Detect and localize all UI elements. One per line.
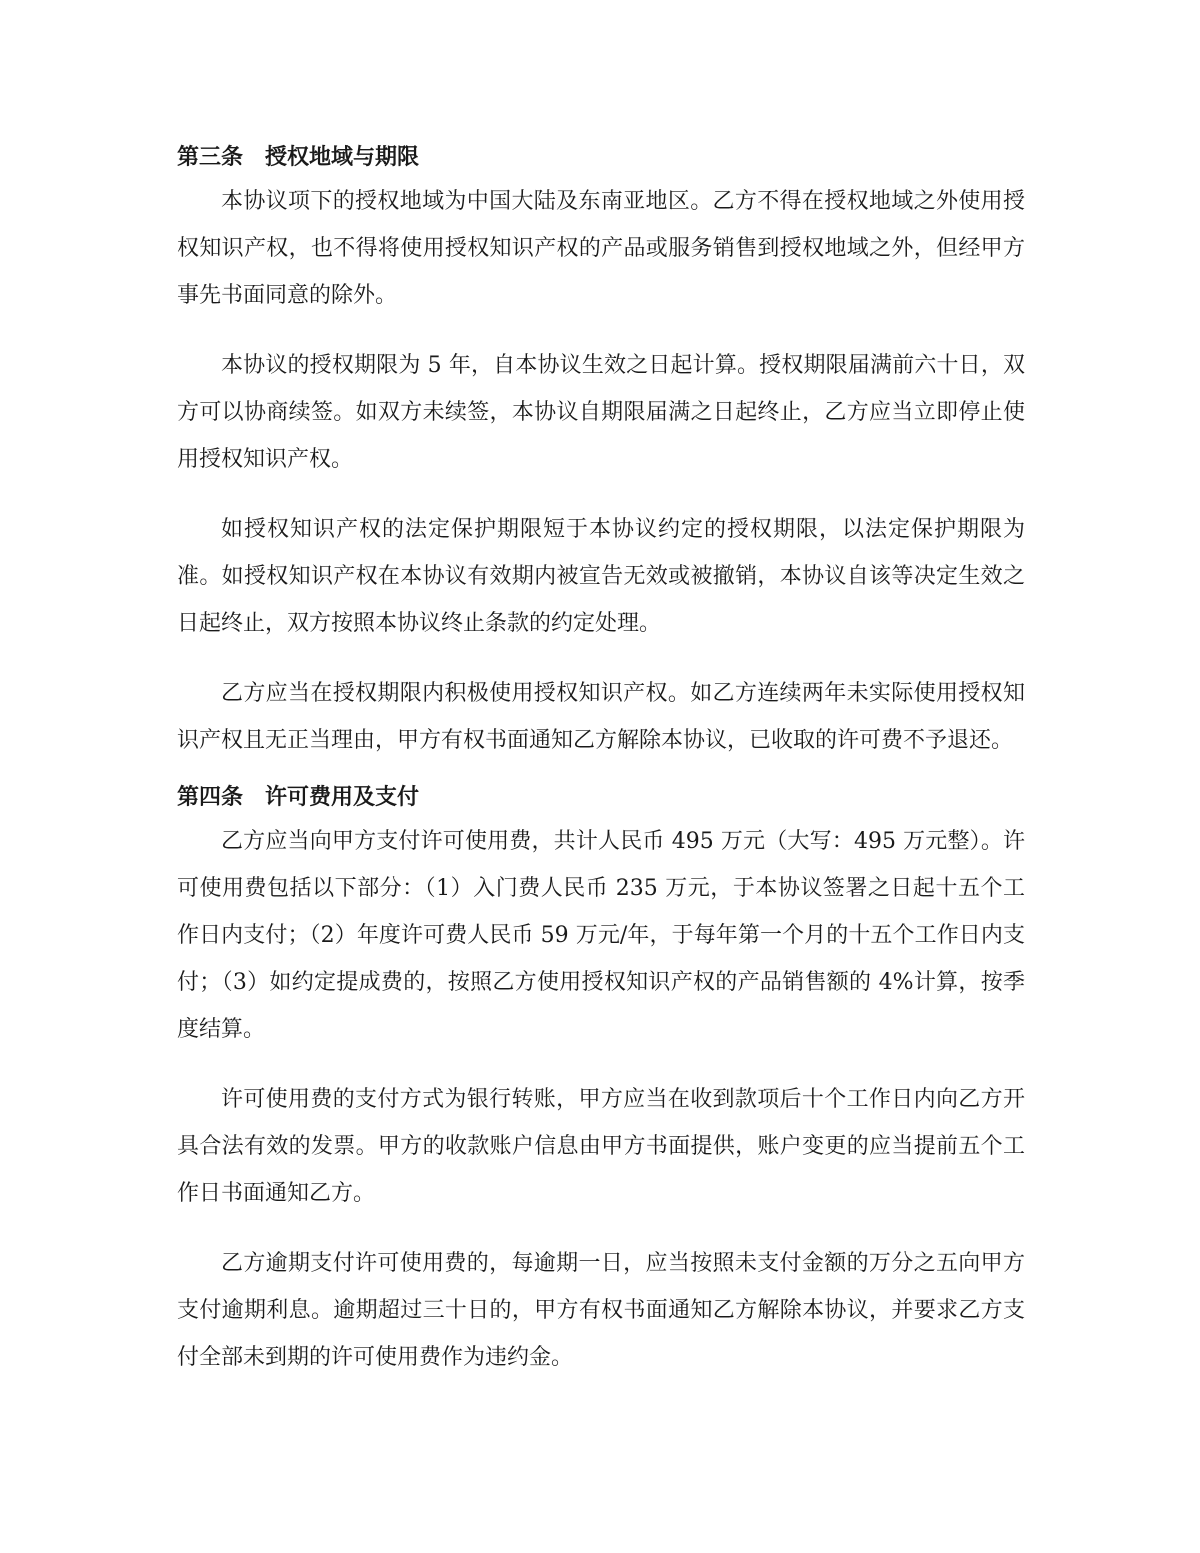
paragraph: 本协议项下的授权地域为中国大陆及东南亚地区。乙方不得在授权地域之外使用授权知识产权，也不得将使用授权知识产权的产品或服务销售到授权地域之外，但经甲方事先书面同意的除外。 <box>177 189 1025 308</box>
section-heading: 第四条 许可费用及支付 <box>177 785 420 810</box>
section-heading: 第三条 授权地域与期限 <box>177 145 420 170</box>
section-article-3 <box>177 138 1025 764</box>
paragraph: 如授权知识产权的法定保护期限短于本协议约定的授权期限，以法定保护期限为准。如授权知识产权在本协议有效期内被宣告无效或被撤销，本协议自该等决定生效之日起终止，双方按照本协议终止条款的约定处理。 <box>177 517 1025 636</box>
paragraph: 乙方应当向甲方支付许可使用费，共计人民币 495 万元（大写：495 万元整）。许可使用费包括以下部分：（1）入门费人民币 235 万元，于本协议签署之日起十五个工作日内支付；（2）年度许可费人民币 59 万元/年，于每年第一个月的十五个工作日内支付；（3）如约定提成费的，按照乙方使用授权知识产权的产品销售额的 4%计算，按季度结算。 <box>177 829 1025 1042</box>
paragraph: 本协议的授权期限为 5 年，自本协议生效之日起计算。授权期限届满前六十日，双方可以协商续签。如双方未续签，本协议自期限届满之日起终止，乙方应当立即停止使用授权知识产权。 <box>177 353 1025 472</box>
paragraph: 许可使用费的支付方式为银行转账，甲方应当在收到款项后十个工作日内向乙方开具合法有效的发票。甲方的收款账户信息由甲方书面提供，账户变更的应当提前五个工作日书面通知乙方。 <box>177 1087 1025 1206</box>
document-page <box>177 138 1025 1381</box>
paragraph: 乙方应当在授权期限内积极使用授权知识产权。如乙方连续两年未实际使用授权知识产权且无正当理由，甲方有权书面通知乙方解除本协议，已收取的许可费不予退还。 <box>177 681 1025 753</box>
paragraph: 乙方逾期支付许可使用费的，每逾期一日，应当按照未支付金额的万分之五向甲方支付逾期利息。逾期超过三十日的，甲方有权书面通知乙方解除本协议，并要求乙方支付全部未到期的许可使用费作为违约金。 <box>177 1251 1025 1370</box>
section-article-4 <box>177 778 1025 1381</box>
